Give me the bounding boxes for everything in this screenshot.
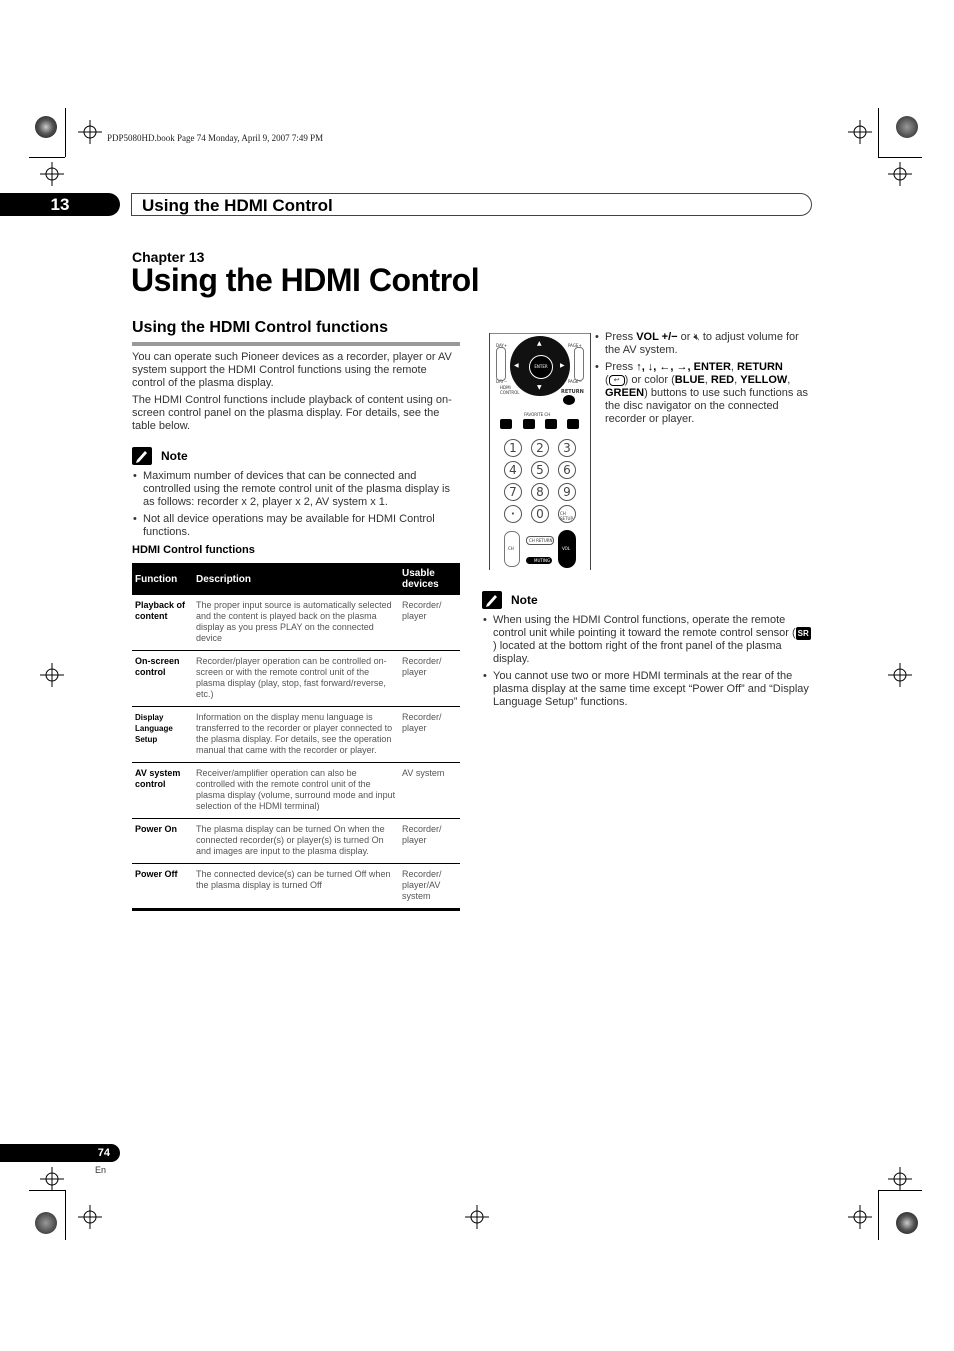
text: , (730, 361, 738, 373)
digit-button: 7 (504, 483, 522, 501)
yellow-key: YELLOW (740, 374, 788, 386)
table-row (132, 595, 460, 651)
registration-mark-icon (888, 1167, 912, 1191)
table-header-cell: Usable devices (399, 563, 460, 595)
table-cell-function: Power Off (132, 864, 193, 910)
blue-key: BLUE (674, 374, 705, 386)
table-cell-devices: Recorder/ player/AV system (399, 864, 460, 910)
ch-label: CH (508, 546, 514, 551)
muting-label: MUTING (534, 558, 551, 563)
running-header (131, 193, 812, 216)
intro-paragraph: You can operate such Pioneer devices as a recorder, player or AV system support the HDMI Control functions using the remote control of the plasma display. (132, 351, 452, 389)
text: ) located at the bottom right of the front panel of the plasma display. (493, 640, 782, 665)
note-item: • Not all device operations may be available for HDMI Control functions. (143, 513, 461, 539)
table-header-cell: Description (193, 563, 399, 595)
registration-mark-icon (78, 120, 102, 144)
table-cell-description: The plasma display can be turned On when the connected recorder(s) or player(s) is turned On and images are input to the plasma display. (193, 819, 399, 864)
text: When using the HDMI Control functions, operate the remote control unit while pointing it toward the remote control sensor ( (493, 614, 796, 639)
ch-return-label: CH RETURN (529, 538, 553, 543)
remote-label-page-plus: PAGE+ (568, 343, 582, 348)
table-row (132, 651, 460, 707)
note-item (493, 614, 811, 666)
digit-button: 1 (504, 439, 522, 457)
table-cell-devices: Recorder/ player (399, 707, 460, 763)
note-icon (132, 447, 152, 465)
table-cell-function: Display Language Setup (132, 707, 193, 763)
ch-rocker (504, 531, 520, 567)
text: to adjust volume for the AV system. (605, 331, 799, 356)
arrow-up-icon: ▲ (537, 340, 542, 347)
digit-button: 4 (504, 461, 522, 479)
digit-button: 8 (531, 483, 549, 501)
text: ( (605, 374, 609, 386)
remote-label-favorite-ch: FAVORITE CH (524, 412, 551, 417)
table-cell-devices: Recorder/ player (399, 595, 460, 651)
table-row (132, 819, 460, 864)
ch-setup-button (558, 505, 576, 523)
registration-mark-icon (40, 1167, 64, 1191)
table-cell-devices: Recorder/ player (399, 819, 460, 864)
remote-label-return: RETURN (561, 389, 584, 395)
table-title: HDMI Control functions (132, 544, 255, 556)
remote-label-day-plus: DAY+ (496, 343, 508, 348)
registration-mark-icon (888, 663, 912, 687)
red-key: RED (710, 374, 735, 386)
table-header-row (132, 563, 460, 595)
digit-button: 9 (558, 483, 576, 501)
table-row (132, 707, 460, 763)
return-icon: ↩ (609, 375, 625, 386)
intro-paragraph: The HDMI Control functions include playback of content using on-screen control panel on the plasma display. For details, see the table below. (132, 394, 452, 432)
hdmi-functions-table (132, 563, 460, 911)
table-header-cell: Function (132, 563, 193, 595)
favorite-button-a (500, 419, 512, 429)
page-title: Using the HDMI Control (131, 262, 480, 298)
return-button (563, 395, 575, 405)
table-cell-devices: Recorder/ player (399, 651, 460, 707)
color-target-icon (896, 116, 918, 138)
digit-button: 0 (531, 505, 549, 523)
vol-key: VOL +/− (636, 331, 678, 343)
color-target-icon (35, 116, 57, 138)
table-row (132, 864, 460, 910)
digit-button: 3 (558, 439, 576, 457)
digit-button: 2 (531, 439, 549, 457)
return-key: RETURN (737, 361, 783, 373)
section-rule (132, 342, 460, 346)
ch-return-button (526, 536, 554, 545)
arrow-down-icon: ▼ (537, 384, 542, 391)
sr-sensor-icon: SR (797, 629, 809, 638)
page-number: 74 (0, 1144, 120, 1162)
registration-mark-icon (78, 1205, 102, 1229)
digit-button: • (504, 505, 522, 523)
vol-rocker (558, 530, 576, 568)
vol-instruction (605, 331, 810, 357)
table-cell-description: Receiver/amplifier operation can also be controlled with the remote control unit of the plasma display (volume, surround mode and input selection of the HDMI terminal) (193, 763, 399, 819)
arrow-right-icon: ▶ (560, 362, 565, 369)
note-item: • Maximum number of devices that can be connected and controlled using the remote control unit of the plasma display is as follows: recorder x 2, player x 2, AV system x 1. (143, 470, 461, 509)
table-cell-devices: AV system (399, 763, 460, 819)
remote-label-day-minus: DAY− (496, 379, 508, 384)
note-item (493, 670, 811, 709)
favorite-button-d (567, 419, 579, 429)
table-cell-description: The connected device(s) can be turned Off when the plasma display is turned Off (193, 864, 399, 910)
favorite-button-c (545, 419, 557, 429)
table-cell-function: Playback of content (132, 595, 193, 651)
digit-button: 5 (531, 461, 549, 479)
text: , (787, 374, 791, 386)
color-target-icon (35, 1212, 57, 1234)
table-cell-description: Recorder/player operation can be controlled on-screen or with the remote control unit of the plasma display (play, stop, fast forward/reverse, etc.) (193, 651, 399, 707)
arrow-keys: ↑, ↓, ←, →, (636, 361, 694, 373)
text: Press (605, 331, 637, 343)
text: , (704, 374, 711, 386)
green-key: GREEN (605, 387, 645, 399)
registration-mark-icon (848, 1205, 872, 1229)
table-row (132, 763, 460, 819)
section-title: Using the HDMI Control functions (132, 319, 388, 336)
muting-button (526, 557, 552, 564)
day-rocker (496, 347, 506, 381)
running-header-title: Using the HDMI Control (142, 196, 333, 215)
navigation-instruction (605, 361, 810, 426)
note-label: Note (161, 449, 188, 463)
mute-icon: 🔇︎ (693, 332, 700, 343)
chapter-number-badge: 13 (0, 193, 120, 216)
registration-mark-icon (465, 1205, 489, 1229)
arrow-left-icon: ◀ (514, 362, 519, 369)
table-cell-function: On-screen control (132, 651, 193, 707)
registration-mark-icon (40, 663, 64, 687)
vol-label: VOL (562, 546, 571, 551)
registration-mark-icon (40, 162, 64, 186)
note-label: Note (511, 593, 538, 607)
note-icon (482, 591, 502, 609)
enter-button (529, 355, 553, 379)
remote-control-illustration (489, 333, 591, 570)
table-cell-description: Information on the display menu language is transferred to the recorder or player connected to the plasma display. For details, see the operation manual that came with the recorder or player. (193, 707, 399, 763)
enter-key: ENTER (693, 361, 731, 373)
text: You cannot use two or more HDMI terminals at the rear of the plasma display at the same time except “Power Off” and “Display Language Setup” functions. (493, 670, 809, 708)
text: Press (605, 361, 637, 373)
chapter-label: Chapter 13 (132, 249, 205, 265)
color-target-icon (896, 1212, 918, 1234)
table-cell-description: The proper input source is automatically selected and the content is played back on the plasma display as you press PLAY on the connected device (193, 595, 399, 651)
remote-label-page-minus: PAGE− (568, 379, 582, 384)
text: or (677, 331, 694, 343)
text: ) or color ( (624, 374, 675, 386)
page-rocker (574, 347, 584, 381)
text: , (734, 374, 741, 386)
language-code: En (95, 1165, 107, 1175)
registration-mark-icon (888, 162, 912, 186)
table-cell-function: Power On (132, 819, 193, 864)
remote-label-hdmi-control: HDMI CONTROL (500, 385, 520, 395)
favorite-button-b (523, 419, 535, 429)
table-cell-function: AV system control (132, 763, 193, 819)
registration-mark-icon (848, 120, 872, 144)
ch-setup-label: CH SETUP (560, 511, 573, 521)
enter-label: ENTER (534, 364, 548, 369)
print-info: PDP5080HD.book Page 74 Monday, April 9, 2007 7:49 PM (107, 133, 324, 143)
digit-button: 6 (558, 461, 576, 479)
text: ) buttons to use such functions as the disc navigator on the connected recorder or player. (605, 387, 808, 425)
